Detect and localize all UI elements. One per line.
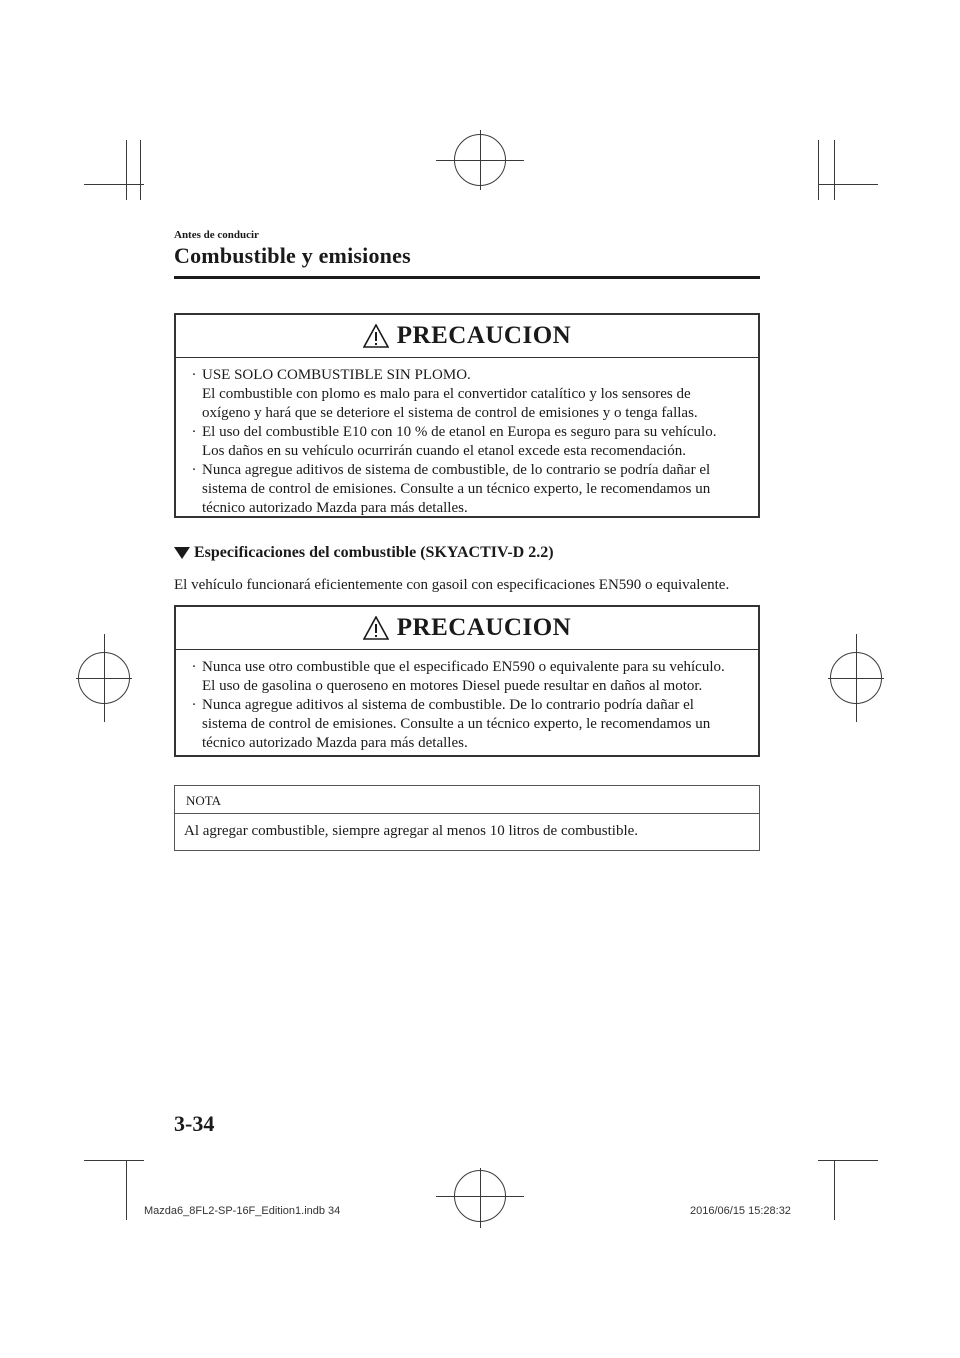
section-heading-text: Especificaciones del combustible (SKYACTIV-D 2.2): [194, 544, 554, 561]
warning-triangle-icon: [363, 616, 389, 640]
caution-line: El uso de gasolina o queroseno en motores Diesel puede resultar en daños al motor.: [202, 678, 703, 694]
spec-paragraph: El vehículo funcionará eficientemente con gasoil con especificaciones EN590 o equivalente.: [174, 577, 730, 593]
note-box: [174, 785, 760, 851]
down-triangle-icon: [174, 547, 190, 559]
caution-line: Nunca use otro combustible que el especificado EN590 o equivalente para su vehículo.: [202, 659, 725, 675]
caution-box-1: [174, 313, 760, 518]
caution-line: USE SOLO COMBUSTIBLE SIN PLOMO.: [202, 367, 471, 383]
caution-line: El uso del combustible E10 con 10 % de etanol en Europa es seguro para su vehículo.: [202, 424, 717, 440]
caution-line: técnico autorizado Mazda para más detalles.: [202, 500, 468, 516]
warning-triangle-icon: [363, 324, 389, 348]
caution-title: PRECAUCION: [396, 322, 572, 349]
caution-line: Nunca agregue aditivos de sistema de combustible, de lo contrario se podría dañar el: [202, 462, 711, 478]
section-label: Antes de conducir: [174, 229, 259, 241]
caution-box-2: [174, 605, 760, 757]
caution-header: [176, 607, 758, 650]
caution-item: · El uso del combustible E10 con 10 % de etanol en Europa es seguro para su vehículo. Los daños en su vehículo ocurrirán cuando el etanol excede esta recomendación.: [191, 424, 717, 459]
note-text: Al agregar combustible, siempre agregar al menos 10 litros de combustible.: [184, 823, 639, 839]
caution-item: · Nunca agregue aditivos al sistema de combustible. De lo contrario podría dañar el sistema de control de emisiones. Consulte a un técnico experto, le recomendamos un técnico autorizado Mazda para más detalles.: [191, 697, 711, 751]
caution-line: sistema de control de emisiones. Consulte a un técnico experto, le recomendamos un: [202, 481, 711, 497]
caution-line: técnico autorizado Mazda para más detalles.: [202, 735, 468, 751]
page-title: Combustible y emisiones: [174, 243, 411, 268]
caution-item: · Nunca use otro combustible que el especificado EN590 o equivalente para su vehículo. El uso de gasolina o queroseno en motores Diesel puede resultar en daños al motor.: [191, 659, 725, 694]
caution-title: PRECAUCION: [396, 614, 572, 641]
caution-line: Nunca agregue aditivos al sistema de combustible. De lo contrario podría dañar el: [202, 697, 694, 713]
title-rule: [174, 276, 760, 279]
caution-line: sistema de control de emisiones. Consulte a un técnico experto, le recomendamos un: [202, 716, 711, 732]
footer-date-info: 2016/06/15 15:28:32: [690, 1205, 791, 1217]
footer-file-info: Mazda6_8FL2-SP-16F_Edition1.indb 34: [144, 1205, 341, 1217]
section-heading: [174, 544, 554, 562]
caution-line: oxígeno y hará que se deteriore el sistema de control de emisiones y o tenga fallas.: [202, 405, 698, 421]
caution-header: [176, 315, 758, 358]
note-title: NOTA: [175, 786, 759, 814]
caution-line: Los daños en su vehículo ocurrirán cuando el etanol excede esta recomendación.: [202, 443, 686, 459]
caution-list: [176, 650, 758, 761]
caution-line: El combustible con plomo es malo para el convertidor catalítico y los sensores de: [202, 386, 691, 402]
caution-list: [176, 358, 758, 526]
caution-item: · USE SOLO COMBUSTIBLE SIN PLOMO. El combustible con plomo es malo para el convertidor catalítico y los sensores de oxígeno y hará que se deteriore el sistema de control de emisiones y o tenga fallas.: [191, 367, 698, 421]
caution-item: · Nunca agregue aditivos de sistema de combustible, de lo contrario se podría dañar el sistema de control de emisiones. Consulte a un técnico experto, le recomendamos un técnico autorizado Mazda para más detalles.: [191, 462, 711, 516]
page-number: 3-34: [174, 1111, 215, 1136]
